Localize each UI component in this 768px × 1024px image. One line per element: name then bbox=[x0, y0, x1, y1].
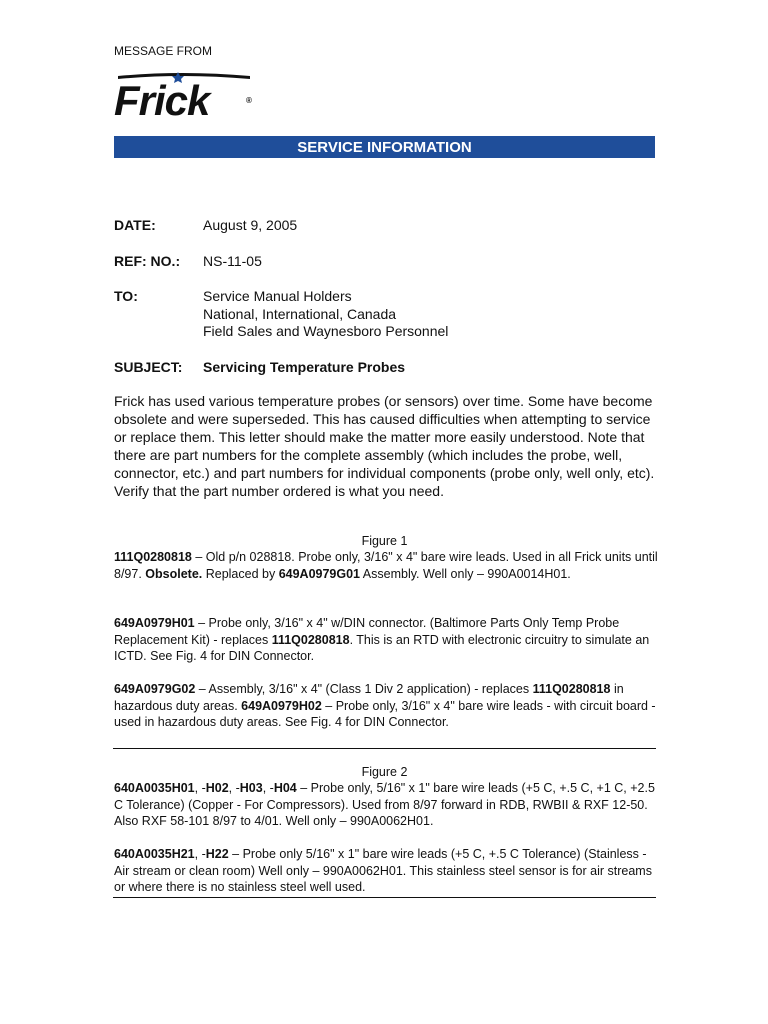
service-information-banner: SERVICE INFORMATION bbox=[114, 136, 655, 158]
to-line: National, International, Canada bbox=[203, 305, 397, 322]
text-run: – Probe only 5/16" x 1" bare wire leads (+5 C, +.5 C Tolerance) (Stainless - Air stream or clean room) Well only – 990A0062H01. This stainless steel sensor is for air streams or where there is no stainless steel well used. bbox=[114, 847, 652, 894]
to-line: Field Sales and Waynesboro Personnel bbox=[203, 323, 449, 339]
date-label: DATE: bbox=[114, 217, 156, 233]
text-run: , - bbox=[262, 781, 274, 795]
figure-2-part-640a0035h01 bbox=[114, 780, 659, 830]
intro-paragraph: Frick has used various temperature probes (or sensors) over time. Some have become obsolete and were superseded. This has caused difficulties when attempting to service or replace them. This letter should make the matter more easily understood. Note that there are part numbers for the complete assembly (which includes the probe, well, connector, etc.) and part numbers for individual components (probe only, well only, etc). Verify that the part number ordered is what you need. bbox=[114, 393, 655, 499]
figure-1-part-649a0979h01 bbox=[114, 615, 659, 665]
text-run: – Probe only, 3/16" x 4" w/DIN connector. (Baltimore Parts Only Temp Probe Replacement Kit) - replaces bbox=[114, 616, 620, 647]
figure-1-part-649a0979g02 bbox=[114, 681, 659, 731]
figure-1-title: Figure 1 bbox=[361, 534, 408, 548]
part-number: H22 bbox=[205, 847, 229, 861]
text-run: , - bbox=[228, 781, 240, 795]
part-number: 111Q0280818 bbox=[532, 682, 611, 696]
part-number: 640A0035H21 bbox=[114, 847, 195, 861]
text-run: – Assembly, 3/16" x 4" (Class 1 Div 2 application) - replaces bbox=[195, 682, 533, 696]
to-label: TO: bbox=[114, 288, 138, 304]
figure-2-title: Figure 2 bbox=[361, 765, 408, 779]
message-from-label: MESSAGE FROM bbox=[114, 44, 213, 58]
text-run: in hazardous duty areas. bbox=[114, 682, 624, 713]
text-run: Replaced by bbox=[202, 566, 279, 581]
text-run: , - bbox=[194, 781, 206, 795]
part-number: 111Q0280818 bbox=[114, 550, 192, 564]
text-run: . This is an RTD with electronic circuitry to simulate an ICTD. See Fig. 4 for DIN Connector. bbox=[114, 632, 650, 663]
text-run: – Probe only, 5/16" x 1" bare wire leads (+5 C, +.5 C, +1 C, +2.5 C Tolerance) (Copper - For Compressors). Used from 8/97 forward in RDB, RWBII & RXF 12-50. Also RXF 58-101 8/97 to 4/01. Well only – 990A0062H01. bbox=[114, 781, 655, 828]
part-number: H04 bbox=[273, 781, 297, 795]
text-run: Assembly. Well only – 990A0014H01. bbox=[360, 566, 571, 581]
figure-2-part-640a0035h21 bbox=[114, 846, 659, 896]
part-number: Obsolete. bbox=[145, 566, 203, 581]
part-number: H02 bbox=[205, 781, 229, 795]
figure-1-divider bbox=[113, 748, 656, 749]
frick-logo bbox=[112, 70, 262, 124]
subject-label: SUBJECT: bbox=[114, 359, 183, 375]
part-number: 649A0979G02 bbox=[114, 682, 196, 696]
text-run: , - bbox=[194, 847, 206, 861]
part-number: 649A0979H02 bbox=[241, 698, 322, 713]
to-recipients bbox=[203, 288, 448, 341]
subject-value: Servicing Temperature Probes bbox=[203, 359, 406, 375]
part-number: 649A0979H01 bbox=[114, 616, 195, 630]
figure-1-part-111q0280818 bbox=[114, 549, 659, 582]
part-number: H03 bbox=[239, 781, 263, 795]
part-number: 640A0035H01 bbox=[114, 781, 195, 795]
text-run: – Old p/n 028818. Probe only, 3/16" x 4" bare wire leads. Used in all Frick units until 8/97. bbox=[114, 550, 658, 581]
date-value: August 9, 2005 bbox=[203, 217, 298, 233]
to-line: Service Manual Holders bbox=[203, 288, 352, 304]
part-number: 649A0979G01 bbox=[278, 566, 361, 581]
figure-2-divider bbox=[113, 897, 656, 898]
logo-wordmark: Frick bbox=[114, 77, 210, 124]
ref-value: NS-11-05 bbox=[203, 253, 262, 269]
part-number: 111Q0280818 bbox=[271, 632, 350, 647]
ref-label: REF: NO.: bbox=[114, 253, 181, 269]
registered-mark: ® bbox=[246, 96, 252, 105]
text-run: – Probe only, 3/16" x 4" bare wire leads - with circuit board - used in hazardous duty areas. See Fig. 4 for DIN Connector. bbox=[114, 698, 656, 729]
